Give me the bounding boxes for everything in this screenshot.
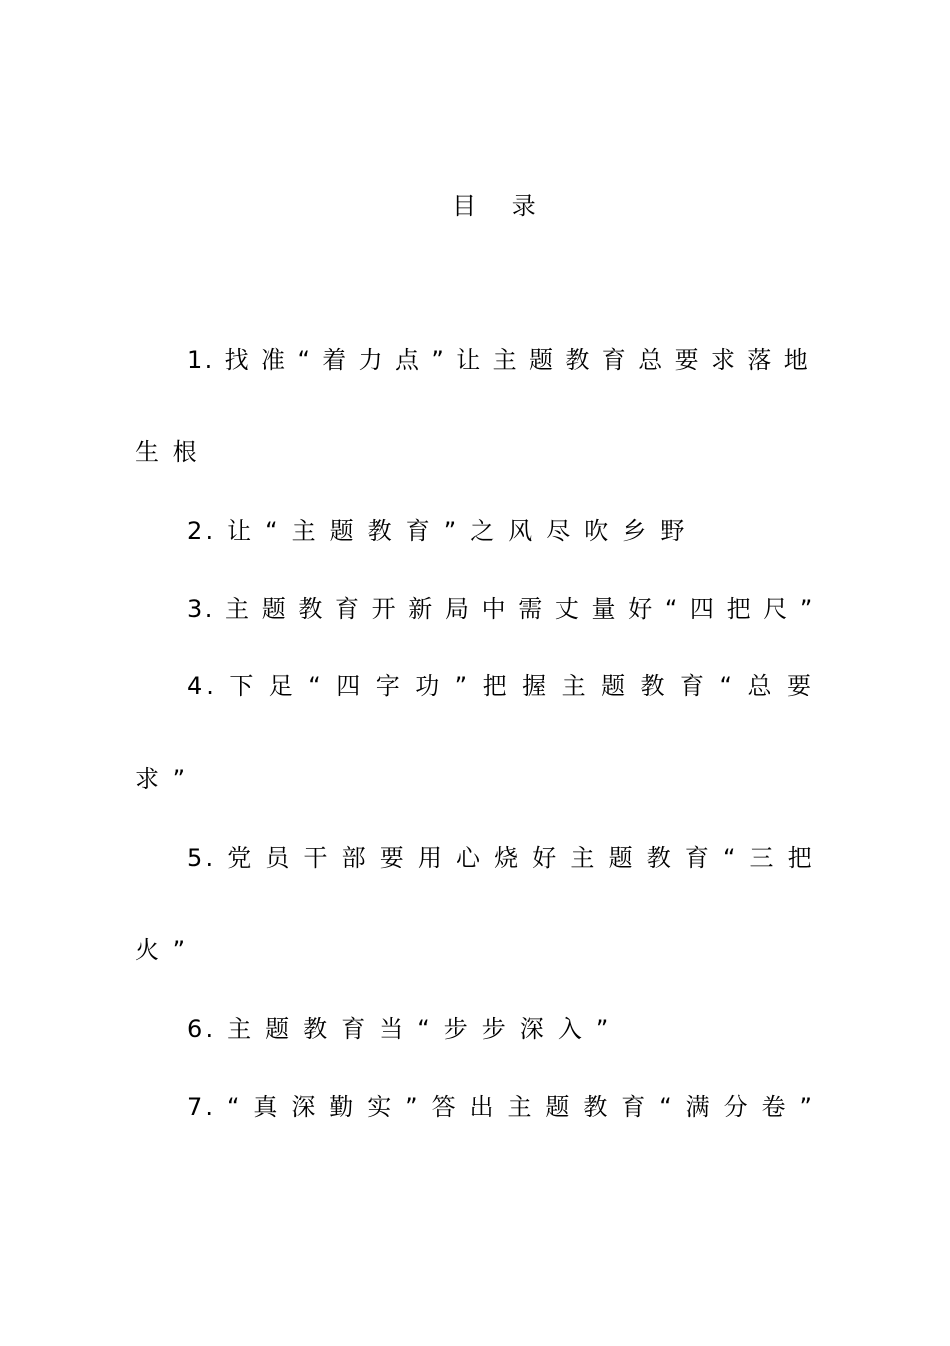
toc-entry-continuation: 火 ”: [135, 936, 189, 964]
page-title: 目 录: [452, 192, 550, 220]
toc-entry-line: 1. 找 准 “ 着 力 点 ” 让 主 题 教 育 总 要 求 落 地: [187, 346, 811, 374]
toc-entry-line: 4. 下 足 “ 四 字 功 ” 把 握 主 题 教 育 “ 总 要: [187, 672, 815, 700]
toc-entry-continuation: 生 根: [135, 438, 200, 466]
toc-entry-line: 5. 党 员 干 部 要 用 心 烧 好 主 题 教 育 “ 三 把: [187, 844, 815, 872]
toc-entry-line: 2. 让 “ 主 题 教 育 ” 之 风 尽 吹 乡 野: [187, 517, 688, 545]
toc-entry-continuation: 求 ”: [135, 765, 189, 793]
toc-entry-line: 3. 主 题 教 育 开 新 局 中 需 丈 量 好 “ 四 把 尺 ”: [187, 595, 815, 623]
toc-entry-line: 7. “ 真 深 勤 实 ” 答 出 主 题 教 育 “ 满 分 卷 ”: [187, 1093, 816, 1121]
toc-entry-line: 6. 主 题 教 育 当 “ 步 步 深 入 ”: [187, 1015, 612, 1043]
